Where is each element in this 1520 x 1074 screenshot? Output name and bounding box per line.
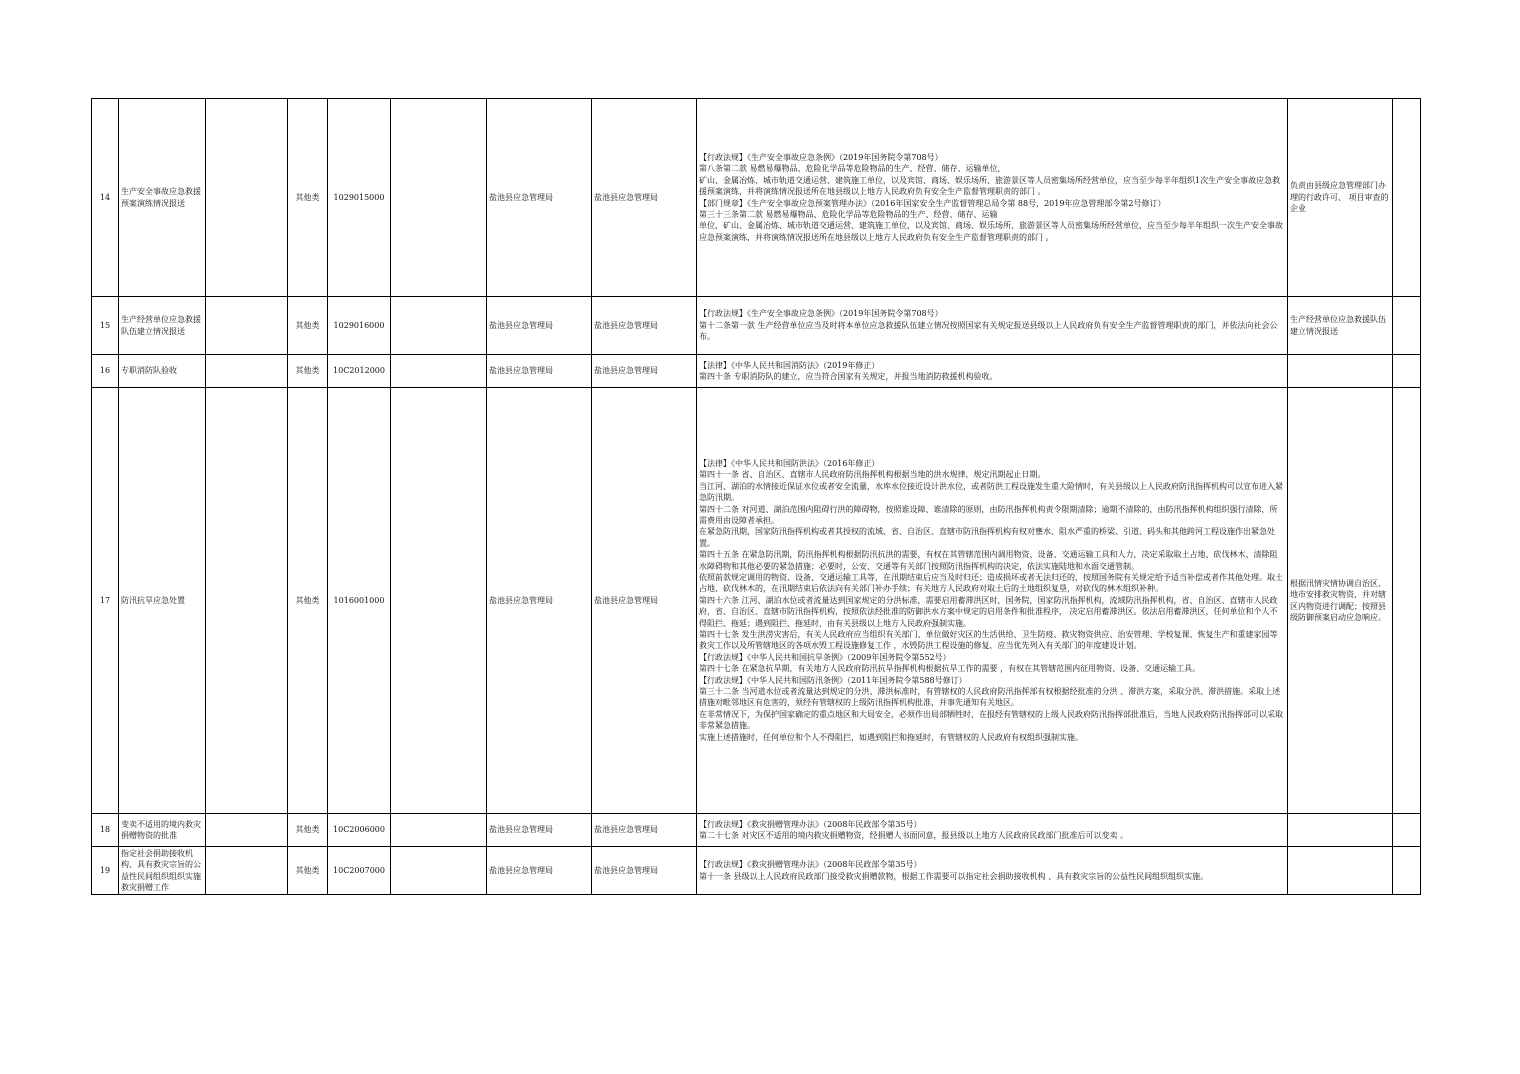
remarks [1288,355,1393,388]
legal-basis-line: 【行政法规】《生产安全事故应急条例》（2019年国务院令第708号） [699,309,943,319]
remarks: 负责由县级应急管理部门办理的行政许可、 项目审查的企业 [1288,99,1393,297]
item-type: 其他类 [288,388,328,814]
remarks: 根据汛情灾情协调自治区、地市安排救灾物资，并对辖区内物资进行调配；按照县级防御预案启动应急响应。 [1288,388,1393,814]
item-code: 1029016000 [328,297,391,355]
table-row [92,297,1421,355]
empty-cell [391,297,487,355]
responsible-agency: 盐池县应急管理局 [592,355,697,388]
legal-basis-line: 第二十七条 对灾区不适用的境内救灾捐赠物资，经捐赠人书面同意，报县级以上地方人民政府民政部门批准后可以变卖 。 [699,831,1129,840]
legal-basis-line: 【法律】《中华人民共和国防洪法》（2016年修正） [699,458,880,468]
empty-cell [206,355,288,388]
empty-cell [206,814,288,847]
item-code: 10C2006000 [328,814,391,847]
item-type: 其他类 [288,814,328,847]
implementing-agency: 盐池县应急管理局 [487,814,592,847]
item-type: 其他类 [288,297,328,355]
legal-basis-line: 【法律】《中华人民共和国消防法》（2019年修正） [699,360,880,370]
responsible-agency: 盐池县应急管理局 [592,297,697,355]
legal-basis-line: 在紧急防汛期，国家防汛指挥机构或者其授权的流域、省、自治区、直辖市防汛指挥机构有权对壅水、阻水严重的桥梁、引道、码头和其他跨河工程设施作出紧急处置。 [699,527,1275,548]
legal-basis [697,355,1288,388]
implementing-agency: 盐池县应急管理局 [487,388,592,814]
legal-basis-line: 依照前款规定调用的物资、设备、交通运输工具等，在汛期结束后应当及时归还；造成损坏或者无法归还的，按照国务院有关规定给予适当补偿或者作其他处理。取土占地、砍伐林木的，在汛期结束后依法向有关部门补办手续；有关地方人民政府对取土后的土地组织复垦，对砍伐的林木组织补种。 [699,572,1283,594]
item-name: 专职消防队验收 [119,355,206,388]
responsible-agency: 盐池县应急管理局 [592,847,697,895]
legal-basis-line: 在非常情况下，为保护国家确定的重点地区和大局安全，必须作出局部牺牲时，在报经有管辖权的上级人民政府防汛指挥部批准后，当地人民政府防汛指挥部可以采取非常紧急措施。 [699,709,1283,731]
item-table [91,98,1421,895]
row-number: 17 [92,388,119,814]
legal-basis-line: 【行政法规】《生产安全事故应急条例》（2019年国务院令第708号） [699,152,943,162]
empty-cell [391,388,487,814]
item-name: 生产安全事故应急救援预案演练情况报送 [119,99,206,297]
responsible-agency: 盐池县应急管理局 [592,99,697,297]
implementing-agency: 盐池县应急管理局 [487,297,592,355]
empty-cell [1393,814,1421,847]
legal-basis-line: 【行政法规】《中华人民共和国防汛条例》（2011年国务院令第588号修订） [699,675,967,685]
legal-basis-line: 第四十条 专职消防队的建立，应当符合国家有关规定，并报当地消防救援机构验收。 [699,372,998,381]
legal-basis-line: 【部门规章】《生产安全事故应急预案管理办法》（2016年国家安全生产监督管理总局令第 88号，2019年应急管理部令第2号修订） [699,198,1166,208]
empty-cell [391,99,487,297]
table-row [92,99,1421,297]
legal-basis [697,814,1288,847]
item-name: 指定社会捐助接收机构、具有救灾宗旨的公益性民间组织组织实施救灾捐赠工作 [119,847,206,895]
legal-basis [697,847,1288,895]
remarks: 生产经营单位应急救援队伍建立情况报送 [1288,297,1393,355]
legal-basis-line: 当江河、湖泊的水情接近保证水位或者安全流量，水库水位接近设计洪水位，或者防洪工程设施发生重大险情时，有关县级以上人民政府防汛指挥机构可以宣布进入紧急防汛期。 [699,481,1283,503]
legal-basis-line: 第八条第二款 易燃易爆物品、危险化学品等危险物品的生产、经营、储存、运输单位， [699,164,1006,174]
legal-basis-line: 第四十七条 在紧急抗旱期，有关地方人民政府防汛抗旱指挥机构根据抗旱工作的需要 ，有权在其管辖范围内征用物资、设备、交通运输工具。 [699,664,1201,674]
empty-cell [391,355,487,388]
legal-basis-line: 矿山、金属冶炼、城市轨道交通运营、建筑施工单位，以及宾馆、商场、娱乐场所、旅游景区等人员密集场所经营单位，应当至少每半年组织1次生产安全事故应急救援预案演练，并将演练情况报送所在地县级以上地方人民政府负有安全生产监督管理职责的部门 。 [699,175,1281,197]
legal-basis-line: 第四十二条 对河道、湖泊范围内阻碍行洪的障碍物，按照谁设障、谁清除的原则，由防汛指挥机构责令限期清除；逾期不清除的，由防汛指挥机构组织强行清除，所需费用由设障者承担。 [699,504,1278,525]
row-number: 15 [92,297,119,355]
remarks [1288,847,1393,895]
row-number: 14 [92,99,119,297]
empty-cell [206,297,288,355]
empty-cell [391,814,487,847]
legal-basis-line: 第三十三条第二款 易燃易爆物品、危险化学品等危险物品的生产、经营、储存、运输 [699,209,998,219]
table-row [92,814,1421,847]
empty-cell [206,388,288,814]
remarks [1288,814,1393,847]
empty-cell [1393,297,1421,355]
row-number: 18 [92,814,119,847]
legal-basis [697,297,1288,355]
legal-basis-line: 第十二条第一款 生产经营单位应当及时将本单位应急救援队伍建立情况按照国家有关规定报送县级以上人民政府负有安全生产监督管理职责的部门，并依法向社会公布。 [699,320,1278,342]
implementing-agency: 盐池县应急管理局 [487,99,592,297]
empty-cell [1393,99,1421,297]
item-code: 1029015000 [328,99,391,297]
implementing-agency: 盐池县应急管理局 [487,355,592,388]
item-type: 其他类 [288,355,328,388]
responsible-agency: 盐池县应急管理局 [592,388,697,814]
empty-cell [206,847,288,895]
empty-cell [1393,355,1421,388]
legal-basis [697,99,1288,297]
table-row [92,847,1421,895]
empty-cell [391,847,487,895]
item-code: 1016001000 [328,388,391,814]
legal-basis-line: 第四十五条 在紧急防汛期，防汛指挥机构根据防汛抗洪的需要，有权在其管辖范围内调用物资、设备、交通运输工具和人力，决定采取取土占地、砍伐林木、清除阻水障碍物和其他必要的紧急措施；必要时，公安、交通等有关部门按照防汛指挥机构的决定，依法实施陆地和水面交通管制。 [699,550,1278,571]
legal-basis [697,388,1288,814]
legal-basis-line: 【行政法规】《救灾捐赠管理办法》（2008年民政部令第35号） [699,860,922,870]
item-code: 10C2007000 [328,847,391,895]
empty-cell [1393,847,1421,895]
table-row [92,355,1421,388]
item-name: 生产经营单位应急救援队伍建立情况报送 [119,297,206,355]
legal-basis-line: 实施上述措施时，任何单位和个人不得阻拦，如遇到阻拦和拖延时，有管辖权的人民政府有权组织强制实施。 [699,732,1083,742]
legal-basis-line: 第三十二条 当河道水位或者流量达到规定的分洪、滞洪标准时，有管辖权的人民政府防汛指挥部有权根据经批准的分洪 、滞洪方案，采取分洪、滞洪措施。采取上述措施对毗邻地区有危害的，须经有管辖权的上级防汛指挥机构批准，并事先通知有关地区。 [699,687,1281,708]
empty-cell [1393,388,1421,814]
legal-basis-line: 第四十七条 发生洪涝灾害后，有关人民政府应当组织有关部门、单位做好灾区的生活供给、卫生防疫、救灾物资供应、治安管理、学校复课、恢复生产和重建家园等救灾工作以及所管辖地区的各项水毁工程设施修复工作 ，水毁防洪工程设施的修复，应当优先列入有关部门的年度建设计划。 [699,630,1278,651]
legal-basis-line: 第十一条 县级以上人民政府民政部门接受救灾捐赠款物，根据工作需要可以指定社会捐助接收机构 、具有救灾宗旨的公益性民间组织组织实施。 [699,871,1209,881]
row-number: 19 [92,847,119,895]
legal-basis-line: 单位，矿山、金属冶炼、城市轨道交通运营、建筑施工单位，以及宾馆、商场、娱乐场所、旅游景区等人员密集场所经营单位，应当至少每半年组织一次生产安全事故应急预案演练，并将演练情况报送所在地县级以上地方人民政府负有安全生产监督管理职责的部门 。 [699,221,1283,242]
item-type: 其他类 [288,99,328,297]
legal-basis-line: 第四十一条 省、自治区、直辖市人民政府防汛指挥机构根据当地的洪水规律，规定汛期起止日期。 [699,470,1046,480]
implementing-agency: 盐池县应急管理局 [487,847,592,895]
row-number: 16 [92,355,119,388]
empty-cell [206,99,288,297]
item-name: 防汛抗旱应急处置 [119,388,206,814]
legal-basis-line: 【行政法规】《中华人民共和国抗旱条例》（2009年国务院令第552号） [699,652,951,662]
responsible-agency: 盐池县应急管理局 [592,814,697,847]
item-code: 10C2012000 [328,355,391,388]
legal-basis-line: 【行政法规】《救灾捐赠管理办法》（2008年民政部令第35号） [699,819,922,829]
item-type: 其他类 [288,847,328,895]
table-row [92,388,1421,814]
legal-basis-line: 第四十六条 江河、湖泊水位或者流量达到国家规定的分洪标准，需要启用蓄滞洪区时，国务院，国家防汛指挥机构，流域防汛指挥机构，省、自治区、直辖市人民政府，省、自治区、直辖市防汛指挥机构，按照依法经批准的防御洪水方案中规定的启用条件和批准程序， 决定启用蓄滞洪区。依法启用蓄滞洪区，任何单位和个人不得阻拦、拖延；遇到阻拦、拖延时，由有关县级以上地方人民政府强制实施。 [699,595,1278,628]
item-name: 变卖不适用的境内救灾捐赠物资的批准 [119,814,206,847]
